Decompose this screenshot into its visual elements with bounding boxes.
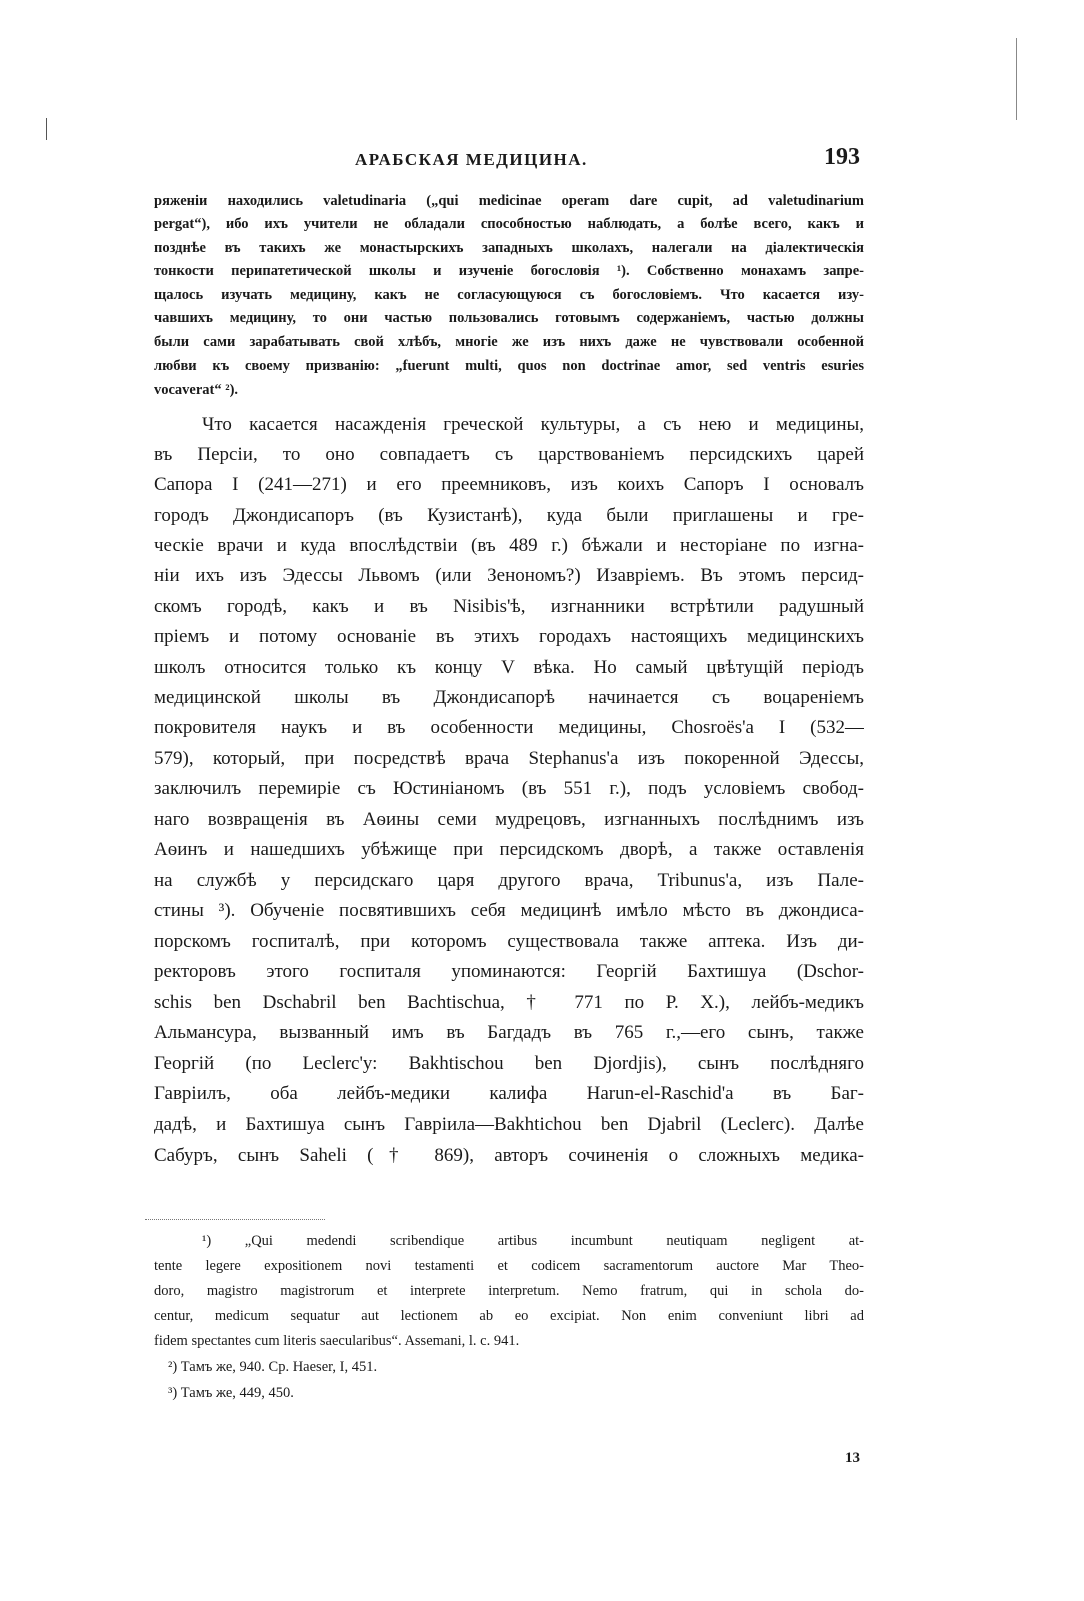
footnote-line: centur, medicum sequatur aut lectionem ab eo excipiat. Non enim conveniunt libri ad	[154, 1308, 864, 1324]
top-line: ряженіи находились valetudinaria („qui medicinae operam dare cupit, ad valetudinarium	[154, 193, 864, 209]
body-line: наго возвращенія въ Аѳины семи мудрецовъ, изгнанныхъ послѣднимъ изъ	[154, 809, 864, 830]
body-line: скомъ городѣ, какъ и въ Nisibis'ѣ, изгнанники встрѣтили радушный	[154, 596, 864, 617]
body-line: медицинской школы въ Джондисапорѣ начинается съ воцареніемъ	[154, 687, 864, 708]
body-line: Сапора I (241—271) и его преемниковъ, изъ коихъ Сапоръ I основалъ	[154, 474, 864, 495]
top-line: щалось изучать медицину, какъ не согласующуюся съ богословіемъ. Что касается изу-	[154, 287, 864, 303]
page-number: 193	[824, 144, 860, 170]
body-line: дадѣ, и Бахтишуа сынъ Гавріила—Bakhtichou ben Djabril (Leclerc). Далѣе	[154, 1114, 864, 1135]
footnote-separator	[145, 1219, 325, 1220]
body-line: 579), который, при посредствѣ врача Stephanus'a изъ покоренной Эдессы,	[154, 748, 864, 769]
top-line: pergat“), ибо ихъ учители не обладали способностью наблюдать, а болѣе всего, какъ и	[154, 216, 864, 232]
footnote-line: ²) Тамъ же, 940. Ср. Haeser, I, 451.	[168, 1359, 378, 1375]
top-line: чавшихъ медицину, то они частью пользовались готовымъ содержаніемъ, частью должны	[154, 310, 864, 326]
footnote-line: doro, magistro magistrorum et interprete interpretum. Nemo fratrum, qui in schola do-	[154, 1283, 864, 1299]
top-line: любви къ своему призванію: „fuerunt multi, quos non doctrinae amor, sed ventris esuries	[154, 358, 864, 374]
footnote-line: ³) Тамъ же, 449, 450.	[168, 1385, 294, 1401]
body-line: заключилъ перемиріе съ Юстиніаномъ (въ 551 г.), подъ условіемъ свобод-	[154, 778, 864, 799]
printer-signature: 13	[845, 1450, 860, 1466]
body-line: городъ Джондисапоръ (въ Кузистанѣ), куда были приглашены и гре-	[154, 505, 864, 526]
scan-edge-mark-left	[46, 118, 47, 140]
body-line: на службѣ у персидскаго царя другого врача, Tribunus'a, изъ Пале-	[154, 870, 864, 891]
body-line: пріемъ и потому основаніе въ этихъ городахъ настоящихъ медицинскихъ	[154, 626, 864, 647]
top-line: vocaverat“ ²).	[154, 382, 239, 398]
body-line: Аѳинъ и нашедшихъ убѣжище при персидскомъ дворѣ, а также оставленія	[154, 839, 864, 860]
body-line: ніи ихъ изъ Эдессы Львомъ (или Зенономъ?) Изавріемъ. Въ этомъ персид-	[154, 565, 864, 586]
top-line: были сами зарабатывать свой хлѣбъ, многіе же изъ нихъ даже не чувствовали особенной	[154, 334, 864, 350]
top-line: позднѣе въ такихъ же монастырскихъ западныхъ школахъ, налегали на діалектическія	[154, 240, 864, 256]
body-line: Георгій (по Leclerc'у: Bakhtischou ben Djordjis), сынъ послѣдняго	[154, 1053, 864, 1074]
body-line: Гавріилъ, оба лейбъ-медики калифа Harun-el-Raschid'a въ Баг-	[154, 1083, 864, 1104]
body-line: Сабуръ, сынъ Saheli († 869), авторъ сочиненія о сложныхъ медика-	[154, 1145, 864, 1166]
footnote-line: ¹) „Qui medendi scribendique artibus incumbunt neutiquam negligent at-	[202, 1233, 864, 1249]
body-line: въ Персіи, то оно совпадаетъ съ царствованіемъ персидскихъ царей	[154, 444, 864, 465]
body-line: ректоровъ этого госпиталя упоминаются: Георгій Бахтишуа (Dschor-	[154, 961, 864, 982]
body-line: порскомъ госпиталѣ, при которомъ существовала также аптека. Изъ ди-	[154, 931, 864, 952]
body-line: Что касается насажденія греческой культуры, а съ нею и медицины,	[202, 414, 864, 435]
body-line: schis ben Dschabril ben Bachtischua, † 771 по Р. Х.), лейбъ-медикъ	[154, 992, 864, 1013]
body-line: Альмансура, вызванный имъ въ Багдадъ въ 765 г.,—его сынъ, также	[154, 1022, 864, 1043]
body-line: покровителя наукъ и въ особенности медицины, Chosroës'a I (532—	[154, 717, 864, 738]
footnote-line: fidem spectantes cum literis saecularibus“. Assemani, l. c. 941.	[154, 1333, 520, 1349]
page-header	[150, 144, 870, 178]
footnote-line: tente legere expositionem novi testamenti et codicem sacramentorum auctore Mar Theo-	[154, 1258, 864, 1274]
body-line: ческіе врачи и куда впослѣдствіи (въ 489 г.) бѣжали и несторіане по изгна-	[154, 535, 864, 556]
body-line: стины ³). Обученіе посвятившихъ себя медицинѣ имѣло мѣсто въ джондиса-	[154, 900, 864, 921]
scan-edge-mark-right	[1016, 38, 1017, 120]
top-line: тонкости перипатетической школы и изученіе богословія ¹). Собственно монахамъ запре-	[154, 263, 864, 279]
body-line: школъ относится только къ концу V вѣка. Но самый цвѣтущій періодъ	[154, 657, 864, 678]
running-title: АРАБСКАЯ МЕДИЦИНА.	[355, 150, 588, 169]
